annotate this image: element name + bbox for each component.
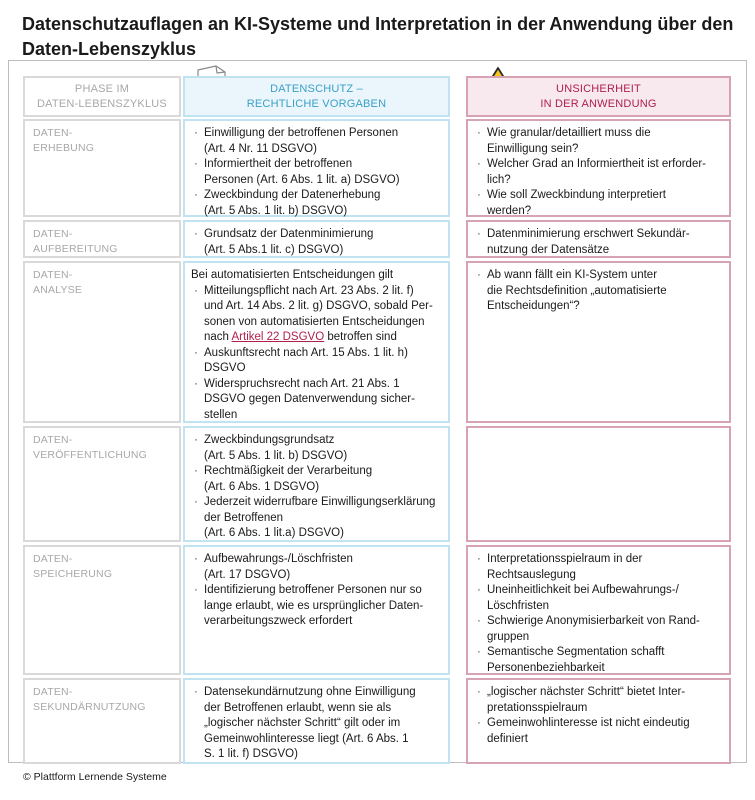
item-line: nutzung der Datensätze — [487, 243, 610, 256]
unsicherheit-cell-erhebung — [466, 119, 731, 217]
list-item — [191, 552, 442, 583]
item-line — [204, 330, 442, 346]
item-line: Rechtsauslegung — [487, 568, 576, 581]
item-line: Entscheidungen“? — [487, 300, 580, 312]
list-item — [191, 464, 442, 495]
item-line: DSGVO — [204, 362, 246, 374]
item-line: · Semantische Segmentation schafft — [487, 646, 665, 658]
list-item — [474, 645, 723, 676]
item-line: · Mitteilungspflicht nach Art. 23 Abs. 2 lit. f) — [204, 284, 414, 297]
header-datenschutz-line1: DATENSCHUTZ – — [270, 82, 363, 95]
unsicherheit-cell-aufbereitung — [466, 220, 731, 258]
phase-label: DATEN- — [33, 553, 73, 565]
item-line: · Datenminimierung erschwert Sekundär- — [487, 228, 690, 240]
phase-cell-analyse — [23, 261, 181, 423]
header-unsicherheit-line2: IN DER ANWENDUNG — [540, 97, 657, 110]
phase-cell-veroeffentlichung — [23, 426, 181, 542]
item-line: der Betroffenen erlaubt, wenn sie als — [204, 701, 392, 714]
item-line: (Art. 5 Abs. 1 lit. b) DSGVO) — [204, 449, 348, 462]
header-unsicherheit-line1: UNSICHERHEIT — [556, 82, 641, 95]
item-line: Gemeinwohlinteresse liegt (Art. 6 Abs. 1 — [204, 732, 409, 745]
item-line: · Identifizierung betroffener Personen nur so — [204, 584, 422, 596]
item-line: (Art. 5 Abs.1 lit. c) DSGVO) — [204, 243, 344, 256]
list-item — [191, 227, 442, 258]
item-line: der Betroffenen — [204, 511, 284, 524]
list-item — [191, 157, 442, 188]
unsicherheit-cell-sekundaernutzung — [466, 678, 731, 764]
phase-label: ANALYSE — [33, 284, 83, 296]
header-datenschutz-line2: RECHTLICHE VORGABEN — [246, 97, 387, 110]
item-line: Personen (Art. 6 Abs. 1 lit. a) DSGVO) — [204, 173, 400, 186]
item-line: · Datensekundärnutzung ohne Einwilligung — [204, 686, 416, 698]
item-line: lange erlaubt, wie es ursprünglicher Daten- — [204, 599, 424, 612]
copyright-notice: © Plattform Lernende Systeme — [23, 771, 167, 783]
item-line: S. 1 lit. f) DSGVO) — [204, 748, 298, 760]
item-line: · Aufbewahrungs-/Löschfristen — [204, 553, 353, 565]
unsicherheit-cell-analyse — [466, 261, 731, 423]
datenschutz-cell-speicherung — [183, 545, 450, 675]
list-item — [474, 614, 723, 645]
unsicherheit-cell-veroeffentlichung — [466, 426, 731, 542]
item-line: „logischer nächster Schritt“ gilt oder im — [204, 717, 401, 729]
item-text: betroffen sind — [324, 331, 397, 343]
list-item — [191, 433, 442, 464]
datenschutz-cell-veroeffentlichung — [183, 426, 450, 542]
item-line: verarbeitungszweck erfordert — [204, 615, 353, 627]
item-line: DSGVO gegen Datenverwendung sicher- — [204, 393, 415, 405]
datenschutz-cell-erhebung — [183, 119, 450, 217]
list-item — [474, 268, 723, 315]
list-item — [474, 188, 723, 219]
item-line: Personenbeziehbarkeit — [487, 661, 605, 674]
item-line: · Zweckbindungsgrundsatz — [204, 434, 335, 446]
phase-cell-sekundaernutzung — [23, 678, 181, 764]
header-unsicherheit — [466, 76, 731, 117]
item-line: werden? — [487, 204, 532, 217]
item-line: gruppen — [487, 630, 530, 643]
header-datenschutz — [183, 76, 450, 117]
item-line: · Wie soll Zweckbindung interpretiert — [487, 189, 666, 201]
list-item — [474, 126, 723, 157]
header-phase — [23, 76, 181, 117]
list-item — [191, 583, 442, 630]
phase-label: DATEN- — [33, 686, 73, 698]
header-phase-line2: DATEN-LEBENSZYKLUS — [37, 97, 167, 110]
item-line: (Art. 5 Abs. 1 lit. b) DSGVO) — [204, 204, 348, 217]
page-title: Datenschutzauflagen an KI-Systeme und Interpretation in der Anwendung über den Daten-Lebenszyklus — [22, 14, 734, 59]
list-item — [474, 685, 723, 716]
item-line: Löschfristen — [487, 599, 550, 612]
phase-cell-speicherung — [23, 545, 181, 675]
list-item — [474, 716, 723, 747]
item-line: (Art. 6 Abs. 1 DSGVO) — [204, 480, 320, 493]
list-item — [474, 157, 723, 188]
datenschutz-cell-analyse — [183, 261, 450, 423]
item-line: · Jederzeit widerrufbare Einwilligungserklärung — [204, 496, 436, 508]
item-line: · Auskunftsrecht nach Art. 15 Abs. 1 lit. h) — [204, 346, 408, 359]
item-line: pretationsspielraum — [487, 701, 588, 714]
item-line: · Widerspruchsrecht nach Art. 21 Abs. 1 — [204, 377, 400, 390]
item-line: · Interpretationsspielraum in der — [487, 553, 643, 565]
list-item — [191, 685, 442, 763]
phase-cell-erhebung — [23, 119, 181, 217]
item-line: · „logischer nächster Schritt“ bietet Inter- — [487, 686, 686, 698]
item-line: (Art. 6 Abs. 1 lit.a) DSGVO) — [204, 527, 344, 539]
item-line: · Welcher Grad an Informiertheit ist erforder- — [487, 158, 707, 170]
item-line: · Ab wann fällt ein KI-System unter — [487, 269, 658, 281]
list-item — [474, 583, 723, 614]
phase-label: AUFBEREITUNG — [33, 243, 118, 255]
item-line: und Art. 14 Abs. 2 lit. g) DSGVO, sobald Per- — [204, 300, 433, 312]
list-item — [191, 377, 442, 424]
unsicherheit-cell-speicherung — [466, 545, 731, 675]
item-line: · Grundsatz der Datenminimierung — [204, 228, 374, 240]
item-line: sonen von automatisierten Entscheidungen — [204, 315, 425, 328]
item-line: (Art. 17 DSGVO) — [204, 568, 291, 581]
intro-text: Bei automatisierten Entscheidungen gilt — [191, 269, 394, 281]
item-line: · Uneinheitlichkeit bei Aufbewahrungs-/ — [487, 584, 679, 596]
list-item — [191, 346, 442, 377]
item-line: (Art. 4 Nr. 11 DSGVO) — [204, 142, 317, 155]
item-line: die Rechtsdefinition „automatisierte — [487, 284, 667, 297]
article-22-link[interactable]: Artikel 22 DSGVO — [231, 331, 325, 343]
phase-label: SPEICHERUNG — [33, 568, 113, 580]
item-line: · Informiertheit der betroffenen — [204, 158, 353, 170]
item-line: · Gemeinwohlinteresse ist nicht eindeutig — [487, 717, 690, 729]
phase-label: DATEN- — [33, 228, 73, 240]
item-line: Einwilligung sein? — [487, 142, 579, 155]
item-text: nach — [204, 331, 232, 343]
phase-label: ERHEBUNG — [33, 142, 95, 154]
item-line: · Zweckbindung der Datenerhebung — [204, 189, 381, 201]
item-line: · Schwierige Anonymisierbarkeit von Rand- — [487, 615, 700, 627]
list-item — [474, 227, 723, 258]
phase-label: SEKUNDÄRNUTZUNG — [33, 701, 146, 713]
phase-label: VERÖFFENTLICHUNG — [33, 449, 148, 461]
list-item — [191, 188, 442, 219]
header-phase-line1: PHASE IM — [74, 82, 130, 95]
phase-cell-aufbereitung — [23, 220, 181, 258]
list-item — [191, 126, 442, 157]
item-line: · Einwilligung der betroffenen Personen — [204, 127, 399, 139]
phase-label: DATEN- — [33, 269, 73, 281]
item-line: stellen — [204, 408, 238, 421]
datenschutz-cell-aufbereitung — [183, 220, 450, 258]
list-item — [191, 284, 442, 346]
item-line: · Rechtmäßigkeit der Verarbeitung — [204, 465, 373, 477]
list-item — [474, 552, 723, 583]
datenschutz-cell-sekundaernutzung — [183, 678, 450, 764]
item-line: lich? — [487, 173, 511, 186]
item-line: · Wie granular/detailliert muss die — [487, 127, 651, 139]
phase-label: DATEN- — [33, 127, 73, 139]
list-item — [191, 495, 442, 542]
phase-label: DATEN- — [33, 434, 73, 446]
item-line: definiert — [487, 732, 528, 745]
